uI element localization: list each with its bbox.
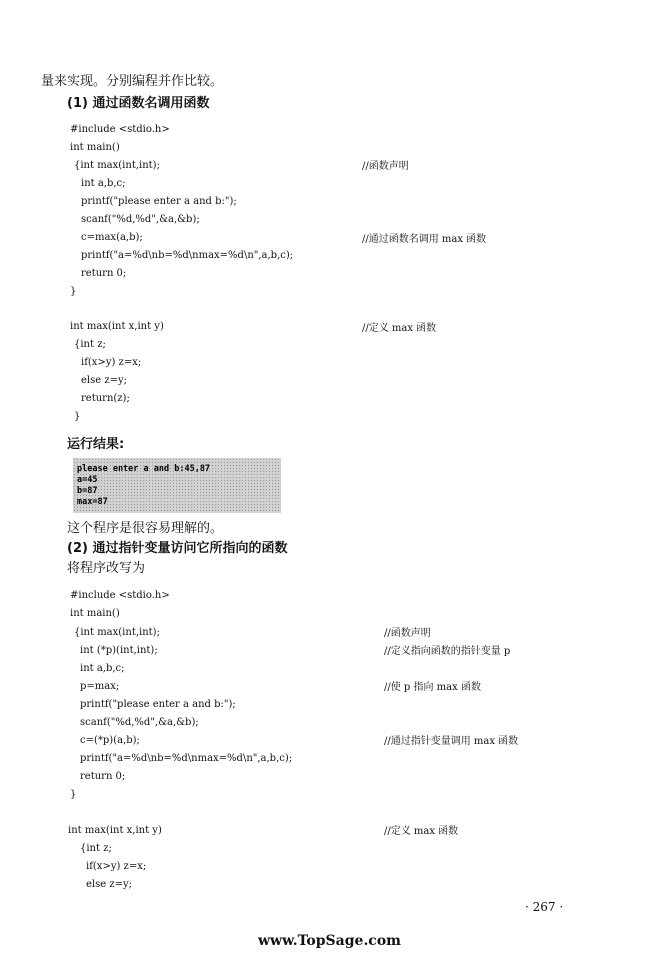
code-line: scanf("%d,%d",&a,&b); <box>80 717 199 728</box>
code-line: else z=y; <box>86 879 133 890</box>
section1-heading: (1) 通过函数名调用函数 <box>67 96 210 111</box>
result-heading: 运行结果: <box>67 437 125 452</box>
console-line: max=87 <box>77 497 108 507</box>
code-line: c=max(a,b); <box>81 232 143 243</box>
code-line: scanf("%d,%d",&a,&b); <box>81 214 200 225</box>
code-line: printf("please enter a and b:"); <box>81 196 237 207</box>
code-comment: //通过函数名调用 max 函数 <box>362 234 487 245</box>
code-line: } <box>70 789 77 800</box>
code-comment: //定义 max 函数 <box>384 826 459 837</box>
page-number: · 267 · <box>525 900 564 914</box>
intro-line: 量来实现。分别编程并作比较。 <box>41 74 224 89</box>
console-line: b=87 <box>77 486 98 496</box>
code-line: p=max; <box>80 681 120 692</box>
code-line: #include <stdio.h> <box>70 590 170 601</box>
code-line: {int z; <box>80 843 112 854</box>
code-line: printf("please enter a and b:"); <box>80 699 236 710</box>
code-line: int main() <box>70 608 120 619</box>
console-line: please enter a and b:45,87 <box>77 464 211 474</box>
code-comment: //定义 max 函数 <box>362 323 437 334</box>
code-comment: //函数声明 <box>362 161 409 172</box>
code-comment: //通过指针变量调用 max 函数 <box>384 736 519 747</box>
code-line: return 0; <box>80 771 126 782</box>
code-line: #include <stdio.h> <box>70 124 170 135</box>
section2-heading: (2) 通过指针变量访问它所指向的函数 <box>67 541 288 556</box>
code-line: int max(int x,int y) <box>68 825 162 836</box>
code-line: int a,b,c; <box>80 663 125 674</box>
code-line: {int z; <box>74 339 106 350</box>
code-line: int max(int x,int y) <box>70 321 164 332</box>
footer-url: www.TopSage.com <box>258 933 401 949</box>
code-line: int main() <box>70 142 120 153</box>
code-line: if(x>y) z=x; <box>86 861 147 872</box>
code-comment: //使 p 指向 max 函数 <box>384 682 481 693</box>
code-line: c=(*p)(a,b); <box>80 735 140 746</box>
code-line: if(x>y) z=x; <box>81 357 142 368</box>
rewrite-line: 将程序改写为 <box>67 561 146 576</box>
console-output-screenshot <box>73 458 281 513</box>
code-line: } <box>74 411 81 422</box>
code-line: {int max(int,int); <box>74 627 160 638</box>
code-comment: //函数声明 <box>384 628 431 639</box>
console-line: a=45 <box>77 475 98 485</box>
code-line: } <box>70 286 77 297</box>
code-line: return 0; <box>81 268 127 279</box>
code-comment: //定义指向函数的指针变量 p <box>384 646 511 657</box>
code-line: int (*p)(int,int); <box>80 645 158 656</box>
easy-line: 这个程序是很容易理解的。 <box>67 521 224 536</box>
code-line: printf("a=%d\nb=%d\nmax=%d\n",a,b,c); <box>80 753 293 764</box>
code-line: int a,b,c; <box>81 178 126 189</box>
code-line: return(z); <box>81 393 130 404</box>
code-line: printf("a=%d\nb=%d\nmax=%d\n",a,b,c); <box>81 250 294 261</box>
code-line: {int max(int,int); <box>74 160 160 171</box>
code-line: else z=y; <box>81 375 128 386</box>
